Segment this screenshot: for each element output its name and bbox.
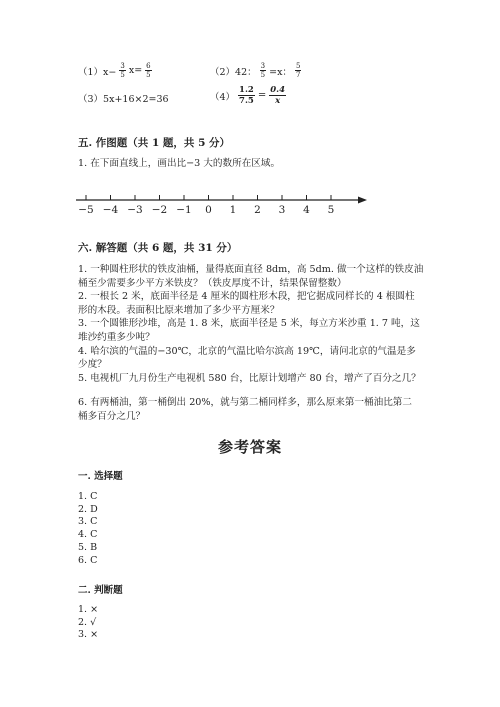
- fraction: $\frac{6}{5}$: [146, 62, 151, 79]
- answer-item: 4. C: [78, 529, 98, 541]
- answers-title: 参考答案: [217, 438, 282, 456]
- answer-item: 3. C: [78, 516, 98, 528]
- question-text: 1. 在下面直线上，画出比−3 大的数所在区域。: [78, 158, 281, 169]
- answer-item: 5. B: [78, 541, 98, 553]
- tick-label: −4: [102, 204, 119, 216]
- tick-label: 1: [229, 204, 237, 216]
- answer-list: [78, 604, 98, 642]
- answers-section-title: 一. 选择题: [78, 471, 123, 482]
- question-1: 1. 一种圆柱形状的铁皮油桶，量得底面直径 8dm，高 5dm. 做一个这样的铁皮油 桶至少需要多少平方米铁皮？（铁皮厚度不计，结果保留整数） 2. 一根长 2 米，底面半径是 4 厘米的圆柱形木段，把它据成同样长的 4 根圆柱 形的木段。表面积比原来增加了多少平方厘米？ 3. 一个圆锥形沙堆，高是 1. 8 米，底面半径是 5 米，每立方米沙重 1. 7 吨，这 堆沙约重多少吨？ 4. 哈尔滨的气温的−30℃，北京的气温比哈尔滨高 19℃，请问北京的气温是多 少度？ 5. 电视机厂九月份生产电视机 580 台，比原计划增产 80 台，增产了百分之几？: [78, 264, 424, 384]
- question-6: 6. 有两桶油，第一桶倒出 20%，就与第二桶同样多，那么原来第一桶油比第二 桶多百分之几？: [78, 397, 412, 422]
- answer-item: 3. ×: [78, 629, 99, 641]
- tick-label: 5: [327, 204, 335, 216]
- section-title: 六. 解答题（共 6 题，共 31 分）: [78, 242, 238, 254]
- section-title: 五. 作图题（共 1 题，共 5 分）: [78, 137, 231, 149]
- equation-3: （3）5x+16×2=36: [78, 94, 169, 105]
- answer-item: 2. √: [78, 616, 97, 628]
- tick-label: −1: [176, 204, 192, 216]
- tick-label: 2: [254, 204, 261, 216]
- fraction: $\frac{5}{7}$: [295, 62, 301, 79]
- fraction: $\frac{3}{5}$: [120, 62, 125, 79]
- answer-item: 2. D: [78, 503, 98, 515]
- answers-section-title: 二. 判断题: [78, 585, 123, 596]
- arrow-head: [358, 197, 367, 204]
- tick-label: 0: [205, 204, 212, 216]
- answer-item: 1. C: [78, 491, 98, 502]
- answer-list: [78, 491, 98, 567]
- fraction: $\frac{0.4}{x}$: [270, 85, 286, 106]
- tick-label: 3: [278, 204, 286, 216]
- equation-2: （2）42： $\frac{3}{5}$ =x： $\frac{5}{7}$: [210, 62, 301, 79]
- fraction: $\frac{3}{5}$: [260, 62, 266, 79]
- answer-item: 1. ×: [78, 604, 99, 615]
- tick-label: −5: [78, 204, 94, 216]
- fraction: $\frac{1.2}{7.5}$: [239, 85, 254, 106]
- equation-4: （4） $\frac{1.2}{7.5}$ = $\frac{0.4}{x}$: [210, 85, 286, 106]
- tick-label: 4: [303, 204, 310, 216]
- equation-1: （1）x− $\frac{3}{5}$ x= $\frac{6}{5}$: [78, 62, 151, 79]
- answer-item: 6. C: [78, 554, 98, 566]
- tick-label: −3: [127, 204, 143, 216]
- tick-label: −2: [151, 204, 168, 216]
